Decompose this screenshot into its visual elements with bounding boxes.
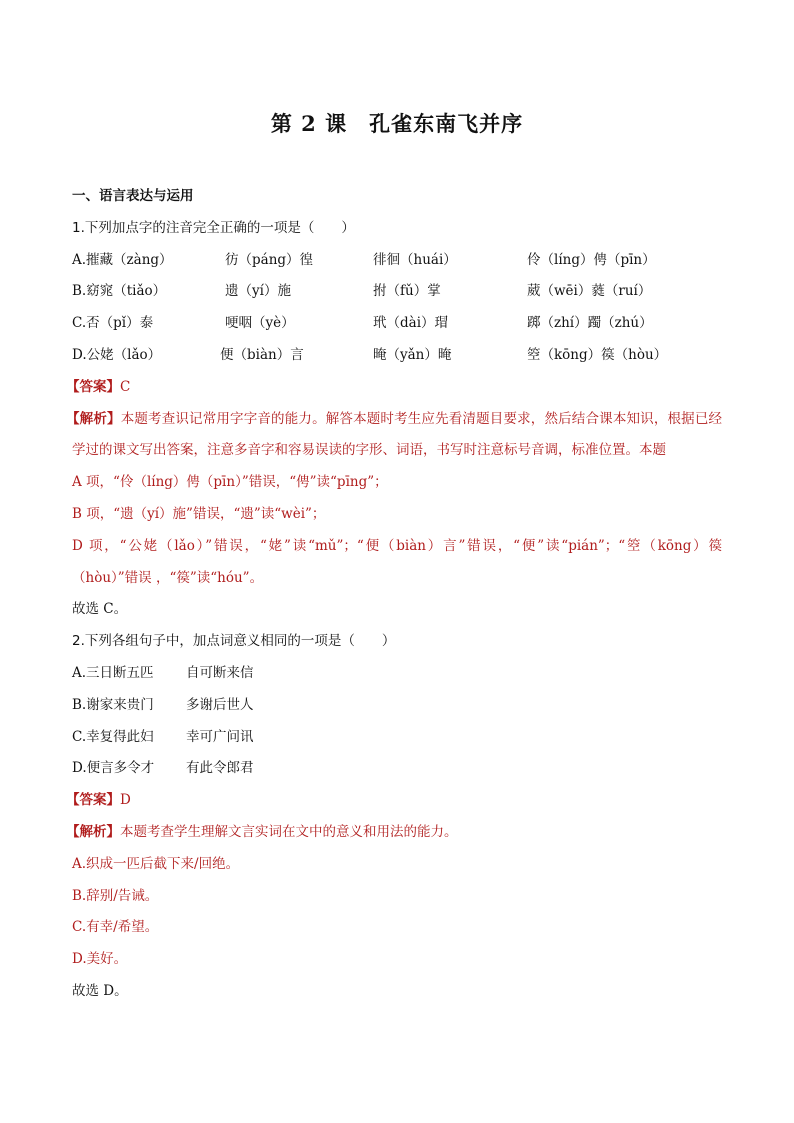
option-text: 便（biàn）言 — [220, 346, 304, 363]
option-text: 多谢后世人 — [186, 696, 254, 713]
option-text: 拊（fǔ）掌 — [373, 283, 441, 300]
option-text: 彷（páng）徨 — [225, 251, 314, 268]
option-text: A.摧藏（zàng） — [72, 251, 173, 268]
answer-tag: 【答案】 — [66, 378, 120, 395]
question-1-conclusion: 故选 C。 — [72, 601, 128, 618]
answer-tag: 【答案】 — [66, 792, 120, 809]
option-text: D.便言多令才 — [72, 760, 155, 777]
question-2-conclusion: 故选 D。 — [72, 982, 128, 999]
question-2-option-b — [72, 690, 722, 722]
option-text: 徘徊（huái） — [373, 251, 457, 268]
option-text: C.幸复得此妇 — [72, 728, 154, 745]
question-2-answer — [66, 785, 722, 817]
option-text: 有此令郎君 — [186, 760, 254, 777]
analysis-line-b: B 项，“遗（yí）施”错误，“遗”读“wèi”； — [72, 505, 326, 522]
answer-value: C — [120, 378, 131, 395]
section-heading: 一、语言表达与运用 — [72, 188, 194, 204]
option-text: 自可断来信 — [186, 664, 254, 681]
question-2-analysis — [66, 817, 722, 849]
option-text: 遗（yí）施 — [225, 283, 291, 300]
question-1-analysis — [66, 404, 723, 468]
analysis-line: D.美好。 — [72, 951, 128, 968]
analysis-line-a: A 项，“伶（líng）俜（pīn）”错误，“俜”读“pīng”； — [72, 474, 388, 491]
question-1-option-d — [72, 340, 722, 372]
option-text: 葳（wēi）蕤（ruí） — [527, 283, 652, 300]
question-2-stem: 2.下列各组句子中，加点词意义相同的一项是（ ） — [72, 633, 396, 650]
option-text: C.否（pǐ）泰 — [72, 315, 154, 332]
page-title: 第 2 课 孔雀东南飞并序 — [270, 111, 524, 136]
option-text: 箜（kōng）篌（hòu） — [527, 346, 668, 363]
analysis-tag: 【解析】 — [66, 823, 120, 840]
analysis-line-d: D 项，“公姥（lǎo）”错误，“姥”读“mǔ”；“便（biàn）言”错误，“便”读“pián”；“箜（kōng）篌（hòu）”错误 ，“篌”读“hóu”。 — [72, 537, 722, 586]
analysis-line: C.有幸/希望。 — [72, 919, 159, 936]
option-text: 玳（dài）瑁 — [373, 315, 449, 332]
analysis-intro: 本题考查学生理解文言实词在文中的意义和用法的能力。 — [120, 823, 458, 840]
question-2-option-c — [72, 722, 722, 754]
option-text: B.窈窕（tiǎo） — [72, 283, 167, 300]
question-2-option-d — [72, 753, 722, 785]
option-text: B.谢家来贵门 — [72, 696, 154, 713]
question-1-answer — [66, 372, 722, 404]
question-1-option-a — [72, 245, 722, 277]
option-text: 踯（zhí）躅（zhú） — [527, 315, 653, 332]
analysis-tag: 【解析】 — [66, 410, 121, 427]
analysis-line: A.织成一匹后截下来/回绝。 — [72, 855, 240, 872]
document-body — [66, 181, 723, 1008]
option-text: 晻（yǎn）晻 — [373, 346, 452, 363]
option-text: 哽咽（yè） — [225, 315, 295, 332]
question-1-option-b — [72, 276, 722, 308]
question-1-option-c — [72, 308, 722, 340]
option-text: 幸可广问讯 — [186, 728, 254, 745]
analysis-intro: 本题考查识记常用字字音的能力。解答本题时考生应先看清题目要求，然后结合课本知识，根据已经学过的课文写出答案，注意多音字和容易误读的字形、词语，书写时注意标号音调，标准位置。本题 — [72, 410, 723, 459]
option-text: 伶（líng）俜（pīn） — [527, 251, 656, 268]
answer-value: D — [120, 792, 131, 809]
analysis-line: B.辞别/告诫。 — [72, 887, 159, 904]
question-1-stem: 1.下列加点字的注音完全正确的一项是（ ） — [72, 219, 355, 236]
question-2-option-a — [72, 658, 722, 690]
option-text: A.三日断五匹 — [72, 664, 154, 681]
option-text: D.公姥（lǎo） — [72, 346, 162, 363]
